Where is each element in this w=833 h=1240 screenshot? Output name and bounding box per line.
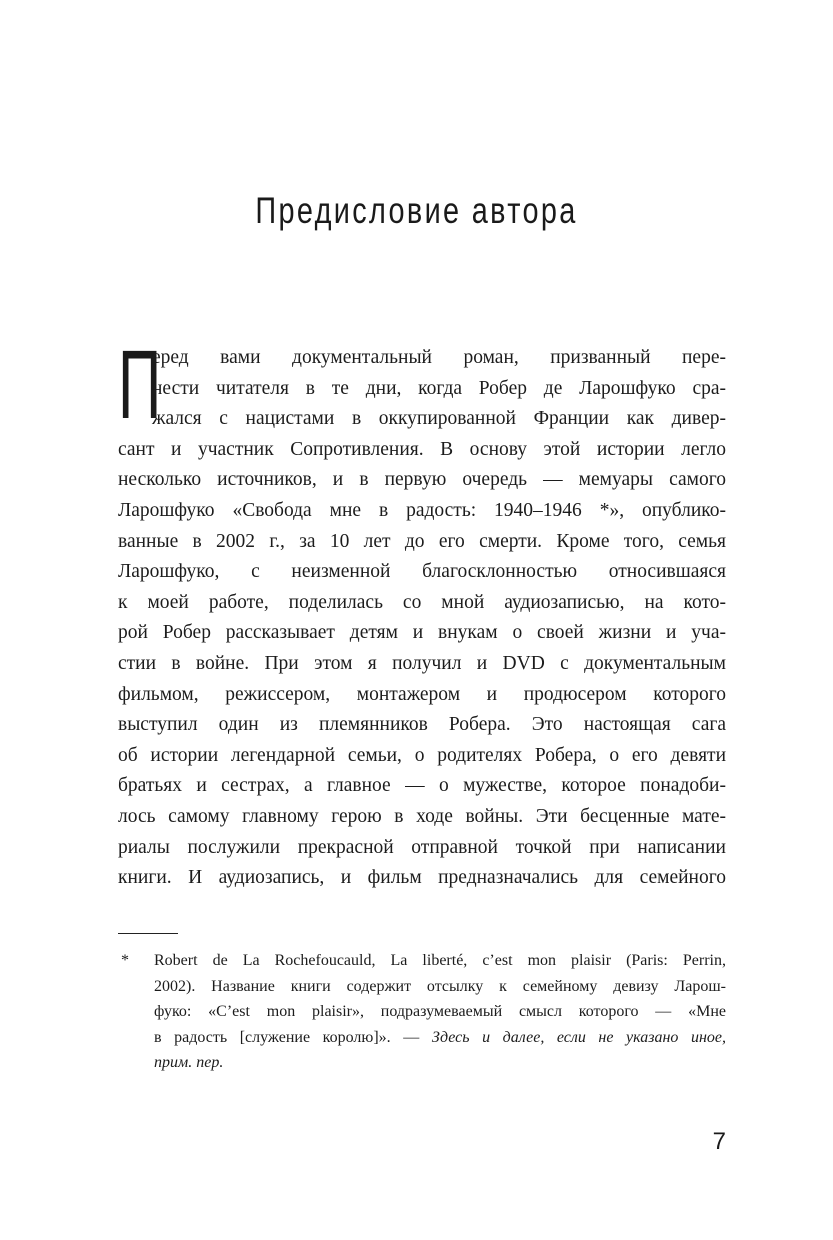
- body-line: риалы послужили прекрасной отправной точкой при написании: [118, 836, 726, 858]
- body-line: еред вами документальный роман, призванный пере-: [152, 347, 726, 368]
- body-line: сант и участник Сопротивления. В основу этой истории легло: [118, 438, 726, 460]
- drop-cap: П: [118, 330, 162, 439]
- footnote-divider: [118, 933, 178, 934]
- footnote-line: 2002). Название книги содержит отсылку к семейному девизу Ларош-: [154, 977, 726, 995]
- body-line: к моей работе, поделилась со мной аудиозаписью, на кото-: [118, 591, 726, 613]
- body-line: стии в войне. При этом я получил и DVD с документальным: [118, 652, 726, 674]
- body-line: несколько источников, и в первую очередь — мемуары самого: [118, 469, 726, 491]
- body-line: братьях и сестрах, а главное — о мужестве, которое понадоби-: [118, 775, 726, 797]
- footnote-italic-text: Здесь и далее, если не указано иное,: [431, 1028, 726, 1046]
- footnote-line: [154, 1025, 726, 1051]
- footnote-marker: *: [121, 952, 129, 969]
- footnote-line: прим. пер.: [154, 1054, 224, 1071]
- body-line: жался с нацистами в оккупированной Франции как дивер-: [152, 408, 726, 430]
- body-line: Ларошфуко, с неизменной благосклонностью относившаяся: [118, 561, 726, 583]
- body-line: Ларошфуко «Свобода мне в радость: 1940–1946 *», опублико-: [118, 499, 726, 521]
- body-line: лось самому главному герою в ходе войны. Эти бесценные мате-: [118, 805, 726, 827]
- body-line: рой Робер рассказывает детям и внукам о своей жизни и уча-: [118, 622, 726, 644]
- body-line: фильмом, режиссером, монтажером и продюсером которого: [118, 683, 726, 705]
- footnote-line: фуко: «C’est mon plaisir», подразумеваемый смысл которого — «Мне: [154, 1003, 726, 1020]
- footnote-line: Robert de La Rochefoucauld, La liberté, c’est mon plaisir (Paris: Perrin,: [154, 952, 726, 969]
- body-text: [118, 343, 726, 894]
- footnote: [154, 948, 726, 1076]
- chapter-title: Предисловие автора: [255, 190, 578, 231]
- body-line: об истории легендарной семьи, о родителях Робера, о его девяти: [118, 744, 726, 766]
- body-line: нести читателя в те дни, когда Робер де Ларошфуко сра-: [152, 377, 726, 399]
- body-line: книги. И аудиозапись, и фильм предназначались для семейного: [118, 867, 726, 889]
- page-number: 7: [712, 1128, 726, 1155]
- body-line: ванные в 2002 г., за 10 лет до его смерти. Кроме того, семья: [118, 530, 726, 552]
- footnote-text: в радость [служение королю]». —: [154, 1028, 432, 1046]
- body-line: выступил один из племянников Робера. Это настоящая сага: [118, 714, 726, 736]
